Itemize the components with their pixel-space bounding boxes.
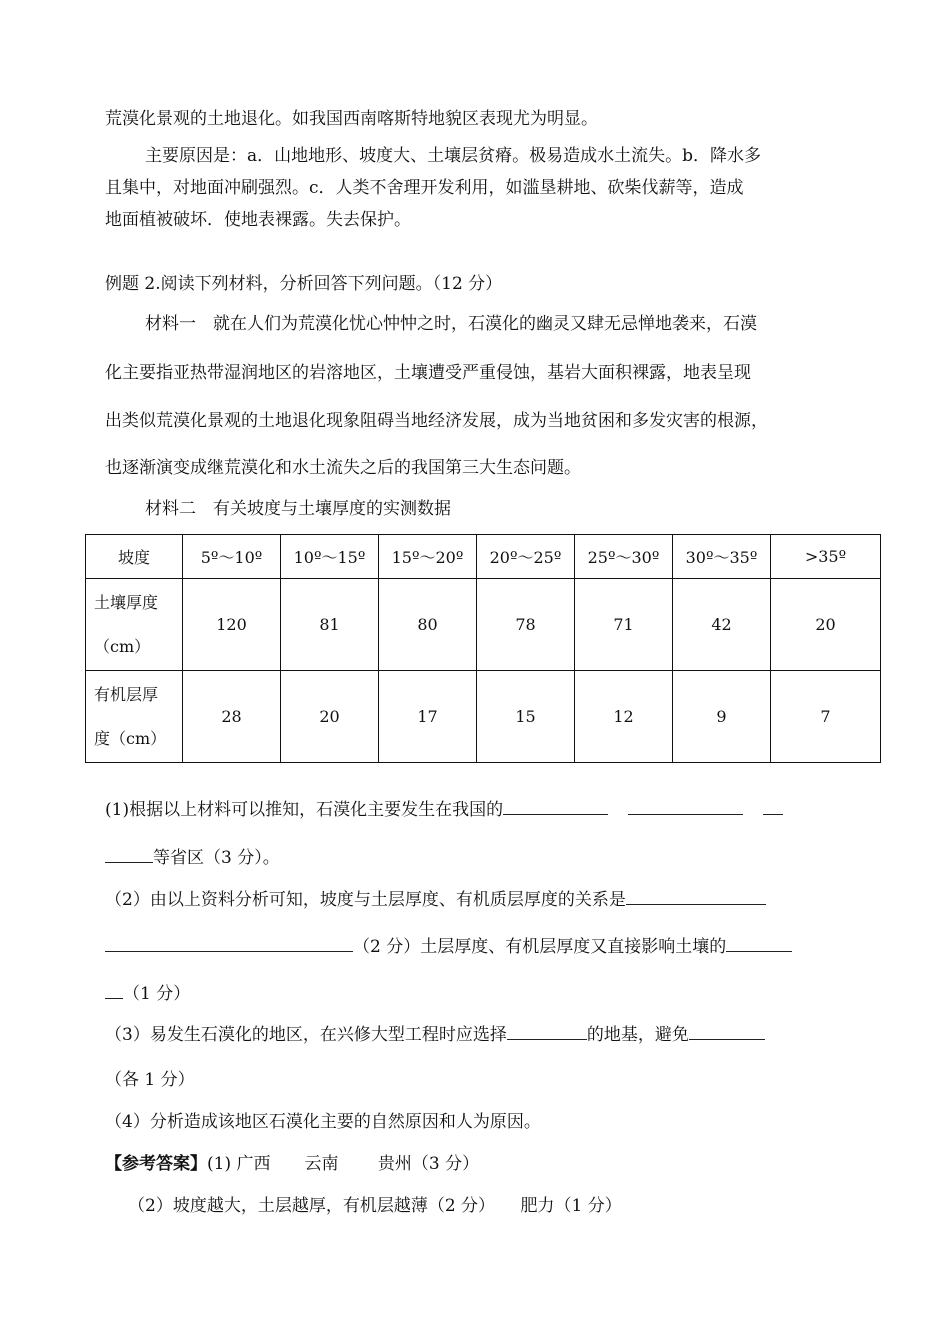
table-cell: 20 — [281, 671, 379, 763]
table-header-label: 坡度 — [86, 535, 183, 579]
q1-blank-2[interactable] — [628, 798, 743, 815]
q2-blank-2[interactable] — [726, 935, 792, 952]
q1-blank-3-cont[interactable] — [105, 846, 153, 863]
intro-line-4: 地面植被破坏．使地表裸露。失去保护。 — [105, 210, 411, 230]
material-1-line-3: 出类似荒漠化景观的土地退化现象阻碍当地经济发展，成为当地贫困和多发灾害的根源， — [105, 411, 768, 431]
q2-line-3 — [105, 982, 190, 1005]
table-cell: 17 — [379, 671, 477, 763]
table-col-header: 15º～20º — [379, 535, 477, 579]
q2-blank-1[interactable] — [626, 888, 766, 905]
q3-blank-1[interactable] — [507, 1023, 587, 1040]
answer-line-1 — [105, 1153, 479, 1175]
table-cell: 9 — [673, 671, 771, 763]
intro-line-2: 主要原因是：a．山地地形、坡度大、土壤层贫瘠。极易造成水土流失。b．降水多 — [145, 146, 762, 166]
q3-mid-text: 的地基，避免 — [586, 1025, 689, 1045]
q1-text: (1)根据以上材料可以推知，石漠化主要发生在我国的 — [105, 800, 504, 820]
q2-blank-2-cont[interactable] — [105, 982, 123, 999]
material-1-line-2: 化主要指亚热带湿润地区的岩溶地区，土壤遭受严重侵蚀，基岩大面积裸露，地表呈现 — [105, 363, 751, 383]
q2-text: （2）由以上资料分析可知，坡度与土层厚度、有机质层厚度的关系是 — [105, 890, 626, 910]
answer-label: 【参考答案】 — [105, 1154, 207, 1174]
q3-line-1 — [105, 1023, 765, 1046]
q3-text: （3）易发生石漠化的地区，在兴修大型工程时应选择 — [105, 1025, 507, 1045]
q1-suffix: 等省区（3 分）。 — [153, 848, 280, 868]
table-cell: 81 — [281, 579, 379, 671]
slope-soil-table — [85, 534, 881, 763]
q3-score: （各 1 分） — [105, 1070, 195, 1090]
table-row — [86, 579, 881, 671]
q2-line-2 — [105, 935, 792, 958]
answer-2: （2）坡度越大，土层越厚，有机层越薄（2 分） 肥力（1 分） — [128, 1196, 622, 1216]
table-cell: 7 — [771, 671, 881, 763]
q1-line-2 — [105, 846, 280, 869]
table-cell: 12 — [575, 671, 673, 763]
q2-mid-text: （2 分）土层厚度、有机层厚度又直接影响土壤的 — [353, 937, 727, 957]
table-row-label — [86, 671, 183, 763]
table-cell: 20 — [771, 579, 881, 671]
row-label-b: （cm） — [94, 636, 151, 656]
table-col-header: 5º～10º — [183, 535, 281, 579]
q1-blank-3[interactable] — [763, 798, 783, 815]
table-cell: 120 — [183, 579, 281, 671]
q1-line-1 — [105, 798, 783, 821]
table-cell: 78 — [477, 579, 575, 671]
material-2-title: 材料二 有关坡度与土壤厚度的实测数据 — [145, 499, 451, 519]
row-label-b: 度（cm） — [94, 728, 167, 748]
table-row-label — [86, 579, 183, 671]
q2-line-1 — [105, 888, 766, 911]
table-col-header: 25º～30º — [575, 535, 673, 579]
table-col-header: >35º — [771, 535, 881, 579]
table-cell: 15 — [477, 671, 575, 763]
material-1-line-1: 材料一 就在人们为荒漠化忧心忡忡之时，石漠化的幽灵又肆无忌惮地袭来，石漠 — [145, 314, 757, 334]
table-cell: 42 — [673, 579, 771, 671]
q2-score: （1 分） — [123, 984, 191, 1004]
table-cell: 28 — [183, 671, 281, 763]
q2-blank-1-cont[interactable] — [105, 935, 353, 952]
table-cell: 71 — [575, 579, 673, 671]
table-col-header: 30º～35º — [673, 535, 771, 579]
intro-line-3: 且集中，对地面冲刷强烈。c．人类不舍理开发利用，如滥垦耕地、砍柴伐薪等，造成 — [105, 178, 744, 198]
material-1-line-4: 也逐渐演变成继荒漠化和水土流失之后的我国第三大生态问题。 — [105, 458, 581, 478]
q3-blank-2[interactable] — [689, 1023, 765, 1040]
q1-blank-1[interactable] — [503, 798, 608, 815]
intro-line-1: 荒漠化景观的土地退化。如我国西南喀斯特地貌区表现尤为明显。 — [105, 109, 598, 129]
row-label-a: 有机层厚 — [94, 684, 159, 704]
answer-1: (1) 广西 云南 贵州（3 分） — [207, 1154, 480, 1174]
question-title: 例题 2.阅读下列材料，分析回答下列问题。（12 分） — [105, 274, 503, 294]
q4-text: （4）分析造成该地区石漠化主要的自然原因和人为原因。 — [105, 1112, 541, 1132]
row-label-a: 土壤厚度 — [94, 592, 159, 612]
table-header-row — [86, 535, 881, 579]
table-col-header: 10º～15º — [281, 535, 379, 579]
table-row — [86, 671, 881, 763]
table-cell: 80 — [379, 579, 477, 671]
table-col-header: 20º～25º — [477, 535, 575, 579]
